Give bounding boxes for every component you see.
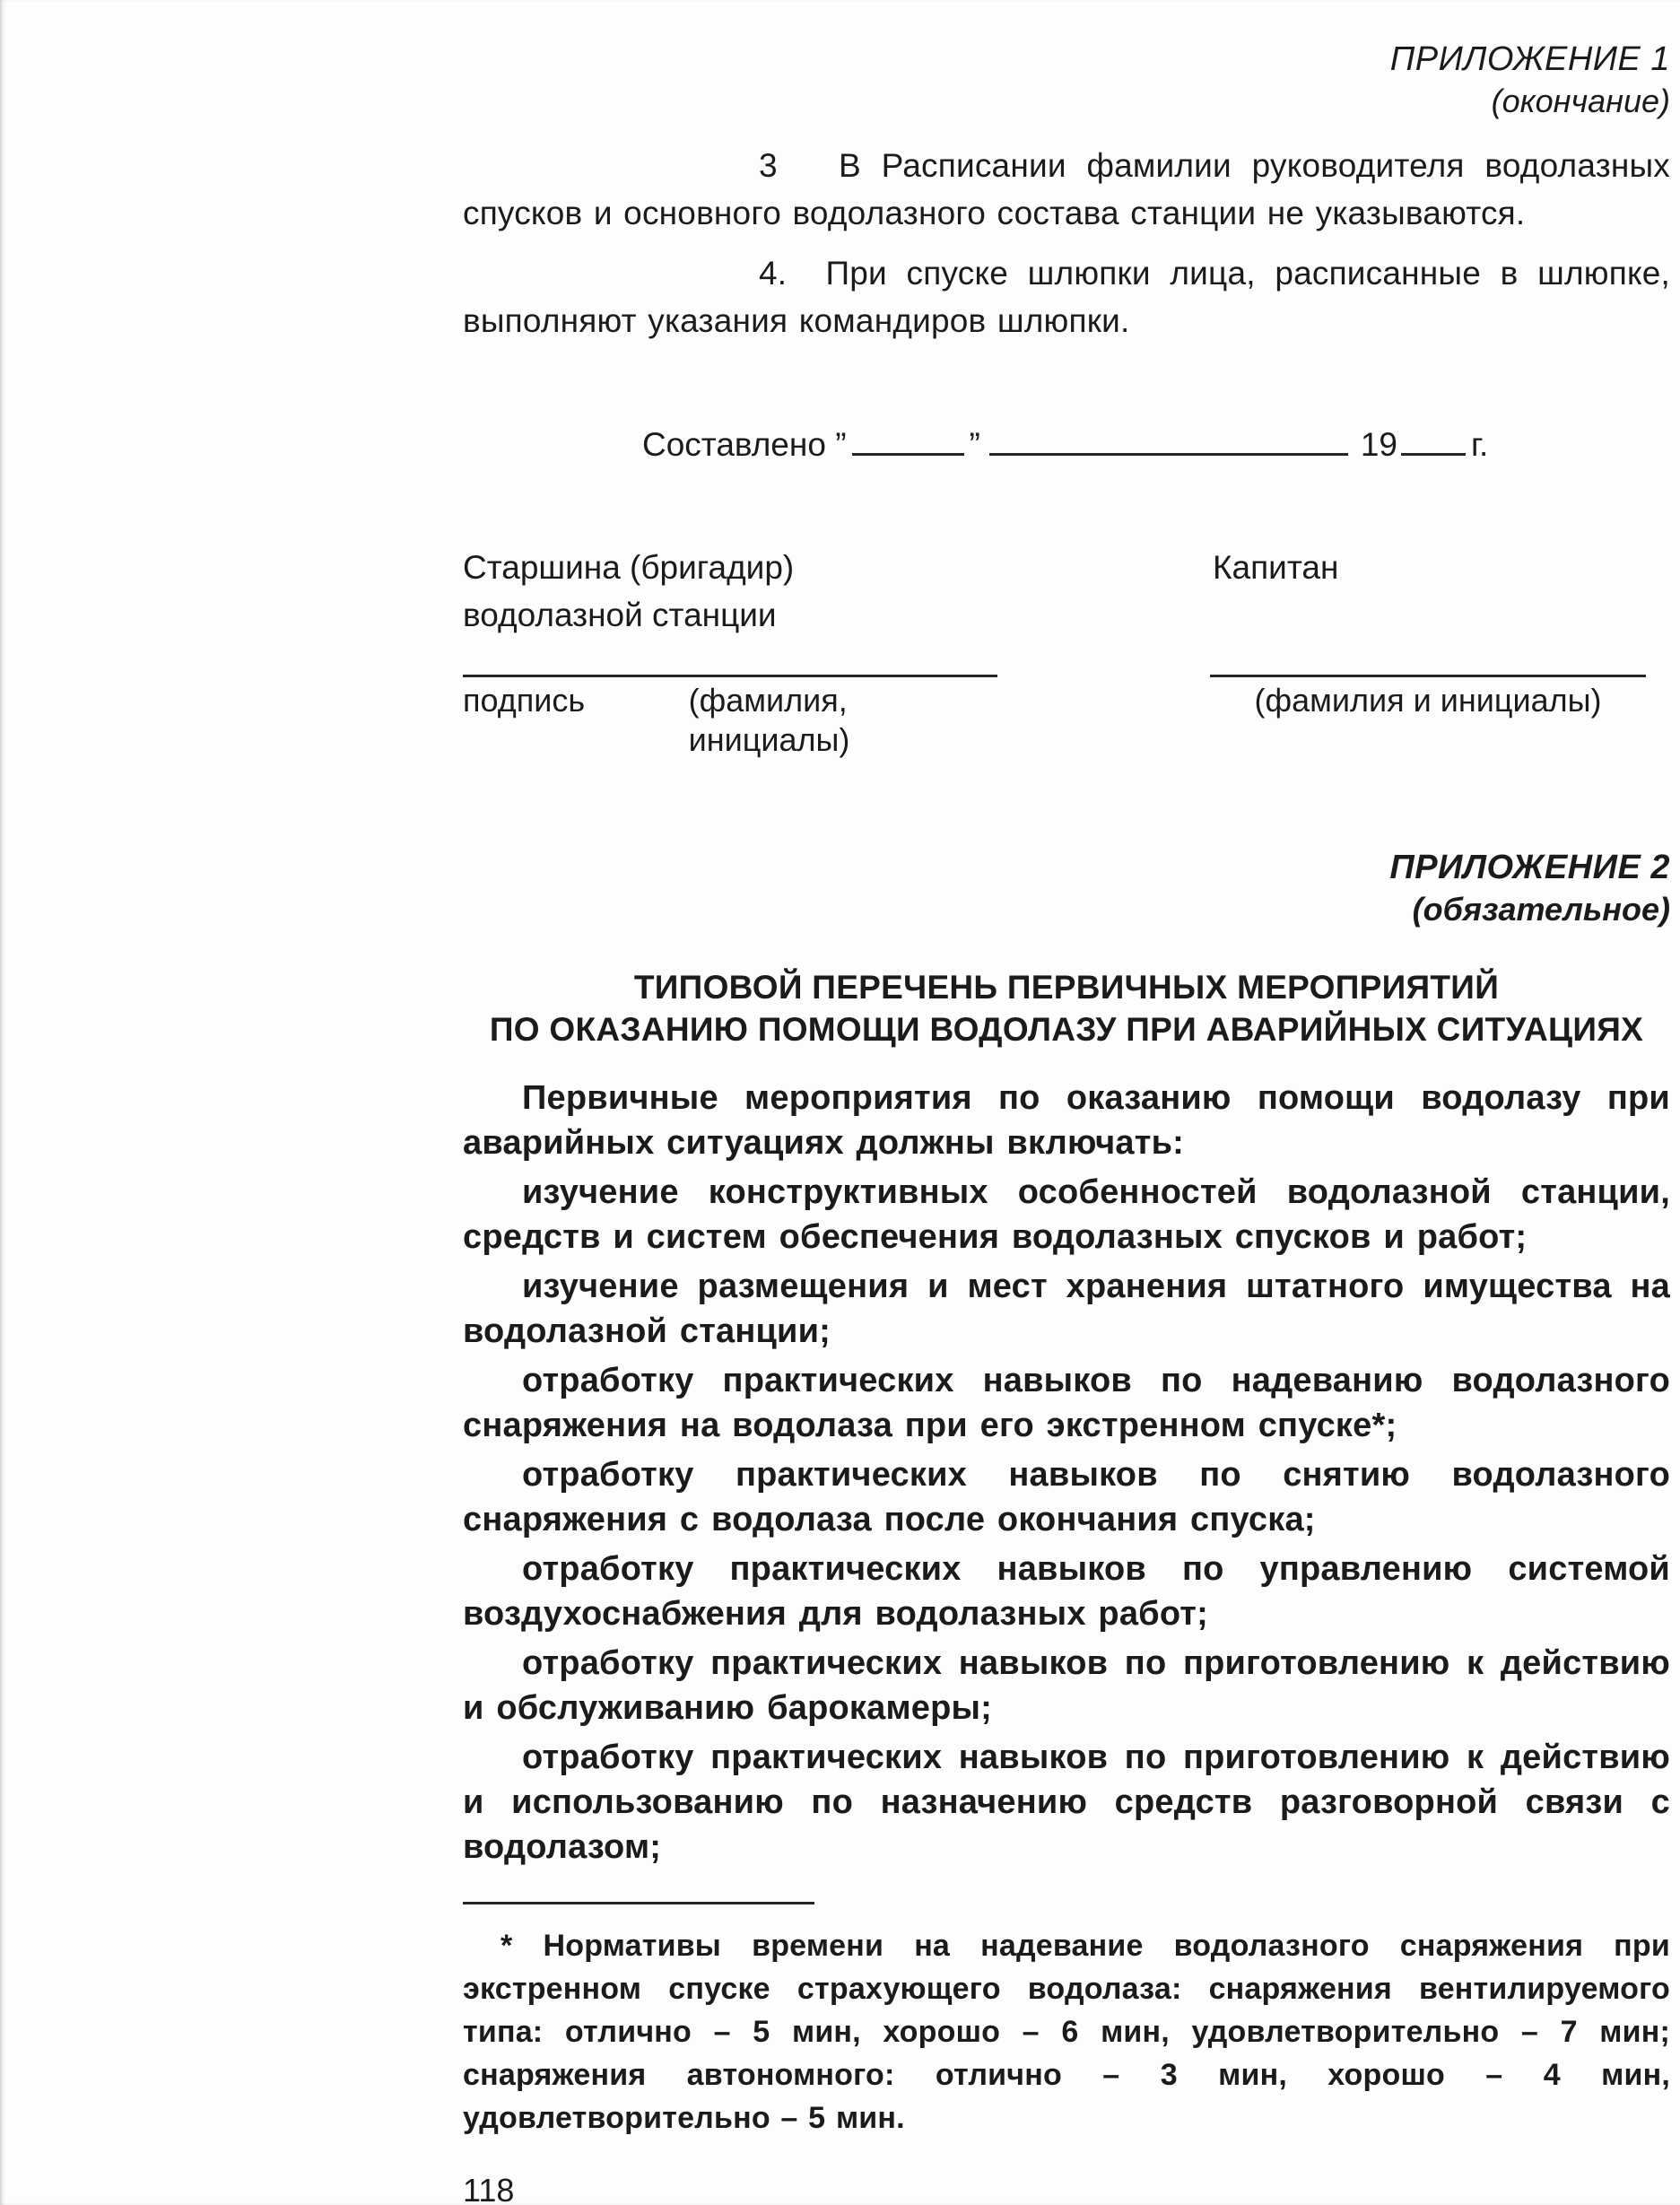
- year-suffix: г.: [1471, 426, 1489, 463]
- compiled-date-line: [642, 422, 1670, 468]
- appendix1-subtitle: (окончание): [1491, 83, 1670, 119]
- day-blank-line: [852, 450, 964, 456]
- signature-lines: [463, 675, 1670, 677]
- right-signer-role: Капитан: [1213, 549, 1339, 586]
- appendix2-title: ПРИЛОЖЕНИЕ 2: [1389, 849, 1670, 886]
- appendix2-heading-line1: ТИПОВОЙ ПЕРЕЧЕНЬ ПЕРВИЧНЫХ МЕРОПРИЯТИЙ: [633, 969, 1500, 1006]
- body-paragraph: отработку практических навыков по управлению системой воздухоснабжения для водолазных работ;: [463, 1550, 1670, 1633]
- body-paragraph: отработку практических навыков по надеванию водолазного снаряжения на водолаза при его экстренном спуске*;: [463, 1362, 1670, 1444]
- left-signature-captions: [463, 681, 997, 760]
- appendix1-header: [463, 38, 1670, 122]
- close-quote: ”: [969, 426, 980, 463]
- appendix2-heading: [463, 966, 1670, 1050]
- body-paragraph: изучение конструктивных особенностей водолазной станции, средств и систем обеспечения водолазных спусков и работ;: [463, 1173, 1670, 1256]
- left-signer-role-line2: водолазной станции: [463, 597, 777, 633]
- body-paragraph: отработку практических навыков по приготовлению к действию и использованию по назначению средств разговорной связи с водолазом;: [463, 1739, 1670, 1866]
- appendix1-paragraph-4: 4. При спуске шлюпки лица, расписанные в шлюпке, выполняют указания командиров шлюпки.: [463, 255, 1670, 339]
- signature-captions: [463, 681, 1670, 760]
- text-column: [463, 38, 1670, 2205]
- page-number: 118: [463, 2172, 515, 2205]
- month-blank-line: [989, 450, 1348, 456]
- body-paragraph: отработку практических навыков по приготовлению к действию и обслуживанию барокамеры;: [463, 1644, 1670, 1727]
- appendix2-body: [463, 1076, 1670, 1869]
- left-signature-line: [463, 675, 997, 677]
- appendix1-title: ПРИЛОЖЕНИЕ 1: [1389, 40, 1670, 78]
- body-paragraph: изучение размещения и мест хранения штатного имущества на водолазной станции;: [463, 1268, 1670, 1350]
- right-signature-line: [1210, 675, 1646, 677]
- appendix2-heading-line2: ПО ОКАЗАНИЮ ПОМОЩИ ВОДОЛАЗУ ПРИ АВАРИЙНЫХ СИТУАЦИЯХ: [489, 1011, 1644, 1048]
- footnote-text: * Нормативы времени на надевание водолазного снаряжения при экстренном спуске страхующего водолаза: снаряжения вентилируемого типа: отлично – 5 мин, хорошо – 6 мин, удовлетворительно – 7 мин; снаряжения автономного: отлично – 3 мин, хорошо – 4 мин, удовлетворительно – 5 мин.: [463, 1929, 1670, 2135]
- year-prefix: 19: [1360, 426, 1397, 463]
- left-signer-role-line1: Старшина (бригадир): [463, 549, 795, 586]
- compiled-label: Составлено: [642, 426, 826, 463]
- signature-caption-podpis: подпись: [463, 682, 586, 719]
- left-signer-role: [463, 544, 1213, 639]
- open-quote: ”: [835, 426, 847, 463]
- signature-roles: [463, 544, 1670, 639]
- year-blank-line: [1401, 450, 1466, 456]
- appendix2-header: [463, 846, 1670, 930]
- appendix1-paragraph-3: 3 В Расписании фамилии руководителя водолазных спусков и основного водолазного состава станции не указываются.: [463, 147, 1670, 231]
- signature-caption-name-initials: (фамилия, инициалы): [688, 682, 850, 758]
- footnote-separator-rule: [463, 1902, 814, 1904]
- appendix2-subtitle: (обязательное): [1412, 891, 1670, 928]
- right-signature-caption: (фамилия и инициалы): [1254, 682, 1602, 719]
- body-paragraph: отработку практических навыков по снятию водолазного снаряжения с водолаза после окончания спуска;: [463, 1456, 1670, 1538]
- body-paragraph: Первичные мероприятия по оказанию помощи водолазу при аварийных ситуациях должны включать:: [463, 1079, 1670, 1162]
